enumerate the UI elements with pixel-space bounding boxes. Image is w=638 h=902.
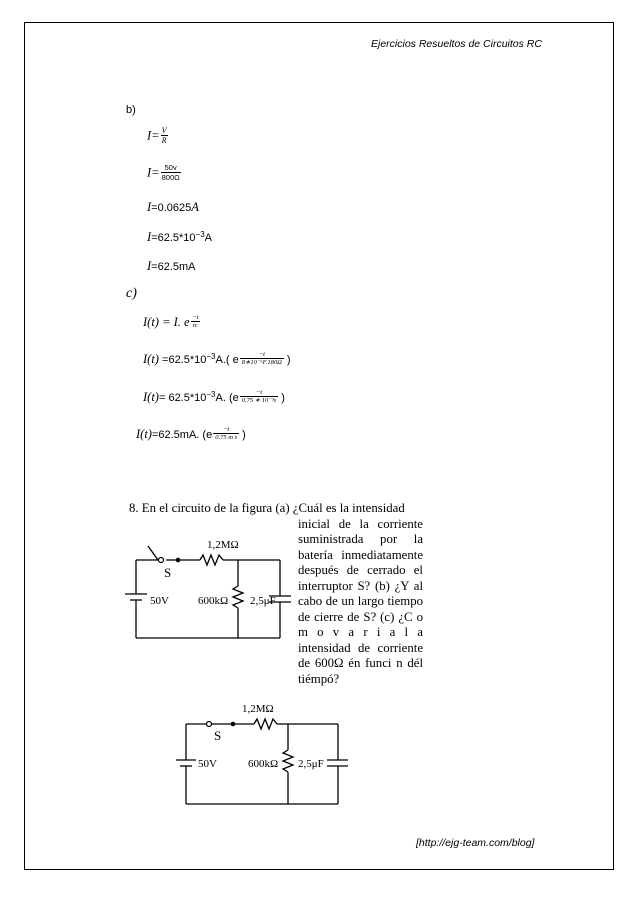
eq-b3-unit: A	[191, 200, 199, 214]
eq-b2-lhs: I=	[147, 165, 160, 180]
eq-c2-exp-num: −t	[258, 351, 265, 358]
eq-c3-close: )	[278, 392, 285, 404]
eq-b2-num: 50v	[164, 163, 177, 172]
eq-c3	[143, 389, 285, 405]
eq-b4-val: =62.5*10	[151, 232, 196, 244]
eq-b1-lhs: I=	[147, 128, 160, 143]
eq-c4-exp-den: 0.75 m s	[215, 434, 238, 441]
eq-c3-pow: −3	[206, 390, 216, 399]
circuit-diagram-2	[176, 700, 348, 810]
eq-c2	[143, 351, 291, 367]
eq-c4-close: )	[239, 429, 246, 441]
part-b-label: b)	[126, 104, 136, 116]
eq-c3-exp-num: −t	[255, 389, 263, 396]
eq-c1-exp-den: rc	[192, 322, 198, 329]
eq-b5-val: =62.5mA	[151, 261, 196, 273]
eq-b1	[147, 126, 168, 145]
circuit1-capacitor-label: 2,5μF	[250, 595, 276, 607]
eq-b1-den: R	[161, 136, 167, 145]
circuit2-battery-label: 50V	[198, 758, 217, 770]
eq-c2-exp-den: 8∗10⁻⁶F.180Ω	[241, 359, 282, 366]
eq-b5-var: I	[147, 259, 152, 273]
eq-c4-exp-num: −t	[223, 426, 230, 433]
eq-c1	[143, 313, 200, 331]
eq-c3-mid: A. (e	[215, 392, 239, 404]
eq-c2-mid: A.( e	[215, 354, 239, 366]
eq-c2-val: =62.5*10	[158, 354, 207, 366]
eq-b4-var: I	[147, 230, 152, 244]
problem-8-first-line: 8. En el circuito de la figura (a) ¿Cuál es la intensidad	[129, 501, 405, 515]
eq-c2-pow: −3	[206, 352, 216, 361]
eq-c3-val: = 62.5*10	[158, 392, 207, 404]
eq-c4-lhs: I(t)	[136, 427, 152, 441]
eq-b4-exp: −3	[195, 230, 205, 239]
eq-b4	[147, 230, 212, 245]
eq-c4	[136, 426, 246, 442]
eq-c4-val: =62.5mA. (e	[151, 429, 213, 441]
eq-b1-num: V	[161, 126, 167, 135]
eq-b3-val: =0.0625	[151, 202, 192, 214]
eq-b2-den: 800Ω	[161, 173, 180, 182]
eq-b5	[147, 259, 196, 274]
part-c-label: c)	[126, 286, 137, 301]
circuit1-resistor-top-label: 1,2MΩ	[207, 539, 239, 551]
circuit2-resistor-mid-label: 600kΩ	[248, 758, 279, 770]
eq-b4-unit: A	[204, 232, 212, 244]
eq-c2-close: )	[283, 354, 291, 366]
eq-c1-exp-num: −t	[192, 314, 199, 321]
eq-c3-exp-den: 0.75 ∗ 10⁻³s	[241, 397, 277, 404]
circuit1-resistor-mid-label: 600kΩ	[198, 595, 229, 607]
circuit2-resistor-top-label: 1,2MΩ	[242, 703, 274, 715]
eq-c1-lhs: I(t) = I. e	[143, 315, 190, 329]
page-header: Ejercicios Resueltos de Circuitos RC	[371, 38, 542, 50]
circuit2-switch-label: S	[214, 728, 222, 743]
page-footer-url: [http://ejg-team.com/blog]	[416, 837, 535, 849]
eq-b3-var: I	[147, 200, 152, 214]
eq-c3-lhs: I(t)	[143, 390, 159, 404]
eq-b2	[147, 163, 181, 182]
circuit1-switch-label: S	[164, 565, 172, 580]
problem-8-body: inicial de la corriente suministrada por la batería inmediatamente después de cerrado el interruptor S? (b) ¿Y al cabo de un largo tiempo de cierre de S? (c) ¿C o m o v a r i a l a intensidad de corriente de 600Ω én funci n dél tiémpó?	[298, 516, 423, 686]
eq-b3	[147, 200, 199, 215]
eq-c2-lhs: I(t)	[143, 352, 159, 366]
circuit1-battery-label: 50V	[150, 595, 169, 607]
circuit-diagram-1	[120, 528, 292, 644]
circuit2-capacitor-label: 2,5μF	[298, 758, 324, 770]
